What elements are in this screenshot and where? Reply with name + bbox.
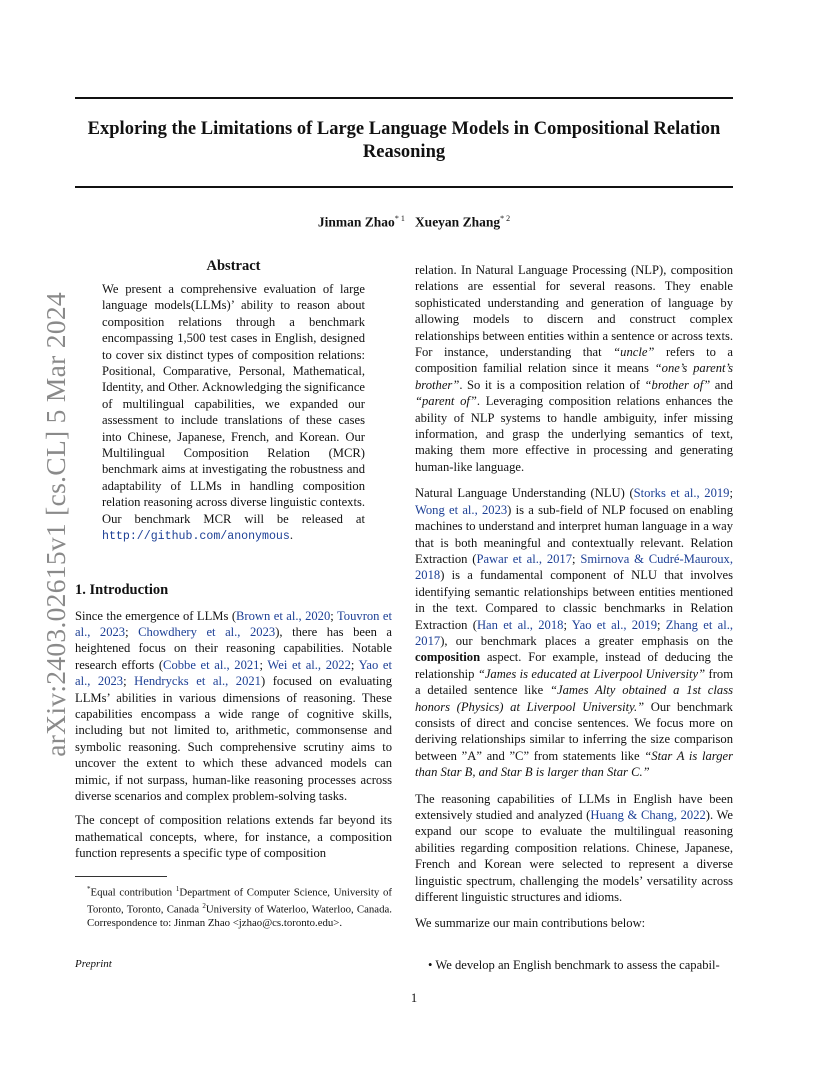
citation-link[interactable]: Hendrycks et al., 2021 [134, 674, 261, 689]
text: ; [563, 617, 572, 632]
abstract-body: We present a comprehensive evaluation of large language models(LLMs)’ ability to reason about composition relations through a benchmark encompassing 1,500 test cases in English, designed to cover six distinct types of composition relations: Positional, Comparative, Personal, Mathematical, Identity, and Other. Acknowledging the significance of multilingual capabilities, we expanded our assessment to include translations of these cases into Chinese, Japanese, French, and Korean. Our Multilingual Composition Relation (MCR) benchmark aims at investigating the robustness and adaptability of LLMs in handling composition relation reasoning across diverse linguistic contexts. Our benchmark MCR will be released at [102, 282, 365, 526]
title-rule-bottom [75, 186, 733, 188]
quote: “parent of” [415, 394, 477, 409]
author-name: Xueyan Zhang [414, 214, 501, 230]
intro-paragraph-1 [75, 608, 392, 805]
quote: “James Alty obtained a 1st class honors (Physics) at Liverpool University.” [415, 683, 733, 714]
author-list [0, 214, 828, 231]
intro-paragraph-3 [415, 262, 733, 475]
abstract-end: . [289, 528, 294, 543]
text: Since the emergence of LLMs ( [75, 608, 237, 623]
quote: “James is educated at Liverpool University” [477, 666, 706, 681]
author-name: Jinman Zhao [317, 214, 395, 230]
text: Our benchmark consists of direct and concise sentences. We focus more on deriving relationships similar to inferring the size comparison between ”A” and ”C” from statements like [415, 699, 733, 763]
citation-link[interactable]: Smirnova & Cudré-Mauroux, 2018 [415, 551, 733, 583]
citation-link[interactable]: Chowdhery et al., 2023 [138, 624, 276, 639]
left-column [75, 258, 392, 930]
citation-link[interactable]: Brown et al., 2020 [236, 608, 331, 623]
title-rule-top [75, 97, 733, 99]
citation-link[interactable]: Touvron et al., 2023 [75, 608, 392, 639]
text: ) is a sub-field of NLP focused on enabling machines to understand and interpret human language in a way that is both meaningful and contextually relevant. Relation Extraction ( [415, 502, 733, 566]
contribution-bullet: • We develop an English benchmark to assess the capabil- [428, 958, 720, 972]
text: refers to a composition familial relation since it means [415, 345, 733, 376]
text: . Leveraging composition relations enhances the ability of NLP systems to handle ambiguity, infer missing information, and grasp the underlying semantics of text, making them more effective in processing and generating human-like language. [415, 394, 733, 474]
citation-link[interactable]: Pawar et al., 2017 [476, 551, 573, 566]
preprint-label: Preprint [75, 958, 112, 970]
paper-title: Exploring the Limitations of Large Language Models in Compositional Relation Reasoning [87, 119, 721, 162]
citation-link[interactable]: Zhang et al., 2017 [415, 617, 734, 648]
text: ; [572, 551, 581, 566]
text: ) is a fundamental component of NLU that involves identifying semantic relationships between entities mentioned in the text. Compared to classic benchmarks in Relation Extraction ( [415, 568, 733, 632]
intro-paragraph-2: The concept of composition relations extends far beyond its mathematical concepts, where, for instance, a composition function represents a specific type of composition [75, 813, 392, 861]
arxiv-stamp: arXiv:2403.02615v1 [cs.CL] 5 Mar 2024 [40, 292, 71, 757]
text: Equal contribution [90, 886, 176, 899]
text: ), there has been a heightened focus on their reasoning capabilities. Notable research efforts ( [75, 624, 392, 672]
section-heading-introduction: 1. Introduction [75, 581, 169, 598]
text: from a detailed sentence like [415, 666, 733, 698]
text: The reasoning capabilities of LLMs in English have been extensively studied and analyzed ( [415, 791, 733, 822]
text: ; [350, 657, 359, 672]
text: ; [259, 657, 268, 672]
text: ; [330, 608, 337, 623]
right-column [415, 262, 733, 942]
quote: “Star A is larger than Star B, and Star B is larger than Star C.” [415, 748, 733, 780]
abstract-text [102, 281, 365, 546]
citation-link[interactable]: Wei et al., 2022 [267, 657, 351, 672]
quote: “one’s parent’s brother” [415, 361, 733, 392]
text: . So it is a composition relation of [459, 377, 645, 392]
abstract-heading: Abstract [206, 258, 261, 274]
text: relation. In Natural Language Processing (NLP), composition relations are essential for several reasons. They enable sophisticated understanding and generation of language by allowing models to discern and construct complex relationships between entities within a sentence or across texts. For instance, understanding that [415, 263, 733, 360]
text: ; [125, 624, 139, 639]
bold-term: composition [415, 650, 481, 665]
text: ). We expand our scope to evaluate the multilingual reasoning abilities regarding composition relations. Chinese, Japanese, French and Korean were selected to represent a diverse linguistic spectrum, challenging the models’ versatility across different linguistic structures and idioms. [415, 808, 733, 905]
footnote-mark: 2 [202, 901, 206, 910]
citation-link[interactable]: Wong et al., 2023 [415, 502, 508, 517]
quote: “uncle” [613, 345, 655, 360]
author-affiliation-mark: * 1 [394, 214, 405, 223]
text: ), our benchmark places a greater emphasis on the [440, 633, 733, 648]
citation-link[interactable]: Han et al., 2018 [476, 617, 564, 632]
intro-paragraph-4 [415, 485, 733, 780]
quote: “brother of” [644, 377, 711, 392]
citation-link[interactable]: Storks et al., 2019 [633, 486, 730, 501]
citation-link[interactable]: Cobbe et al., 2021 [163, 657, 260, 672]
footnote-mark: 1 [175, 884, 180, 893]
text: Natural Language Understanding (NLU) ( [415, 486, 634, 501]
text: aspect. For example, instead of deducing the relationship [415, 650, 733, 681]
text: ; [729, 486, 733, 501]
author-affiliation-mark: * 2 [500, 214, 511, 223]
intro-paragraph-5 [415, 791, 733, 906]
footnote-rule [75, 876, 167, 877]
citation-link[interactable]: Yao et al., 2019 [571, 617, 657, 632]
footnote-mark: * [87, 884, 91, 893]
abstract-url-link[interactable]: http://github.com/anonymous [102, 530, 290, 544]
text: ; [657, 617, 666, 632]
footnote [75, 883, 392, 930]
text: Department of Computer Science, University of Toronto, Toronto, Canada [87, 886, 392, 916]
text: ; [123, 674, 135, 689]
text: ) focused on evaluating LLMs’ abilities in various dimensions of reasoning. These capabilities encompass a wide range of cognitive skills, including but not limited to, arithmetic, commonsense and symbolic reasoning. Such comprehensive scrutiny aims to uncover the extent to which these advanced models can mimic, if not surpass, human-like reasoning processes across diverse scenarios and complex problem-solving tasks. [75, 674, 392, 803]
page-number: 1 [410, 991, 418, 1005]
intro-paragraph-6: We summarize our main contributions below: [415, 916, 646, 931]
citation-link[interactable]: Yao et al., 2023 [75, 657, 393, 689]
citation-link[interactable]: Huang & Chang, 2022 [590, 808, 706, 822]
text: University of Waterloo, Waterloo, Canada. Correspondence to: Jinman Zhao <jzhao@cs.toronto.edu>. [87, 903, 392, 929]
text: and [710, 377, 733, 392]
